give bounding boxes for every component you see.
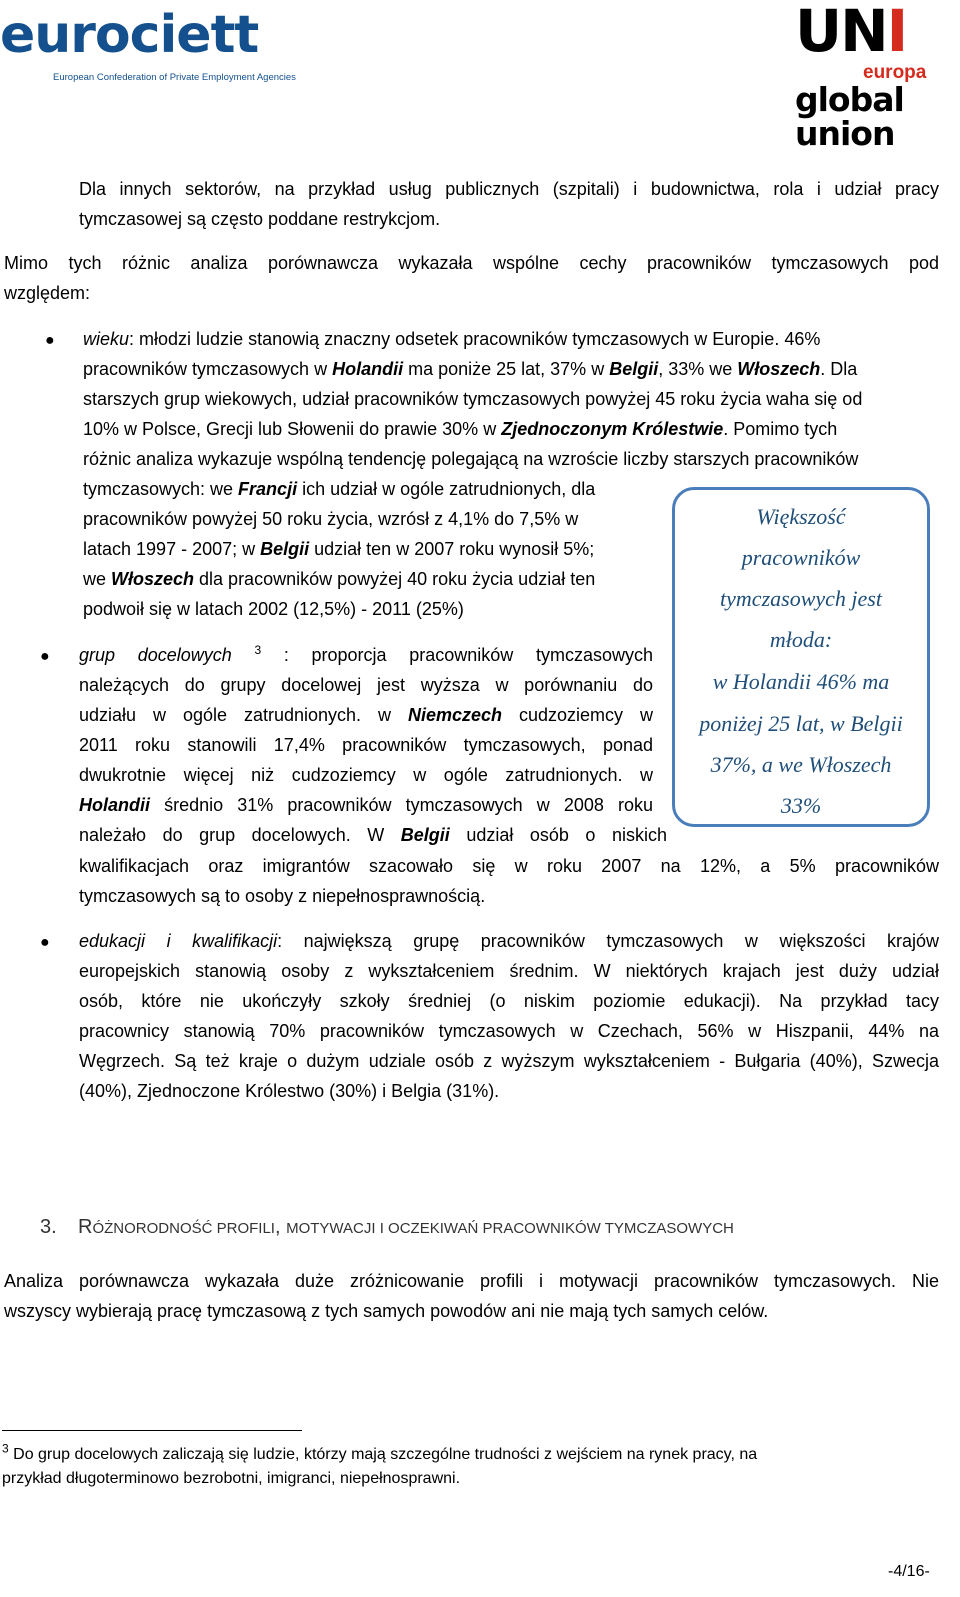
bullet-groups-line1: grup docelowych $^3$ : proporcja pracowników tymczasowych — [79, 643, 653, 665]
bullet-age-marker: ● — [45, 332, 55, 349]
bullet-age-line7: pracowników powyżej 50 roku życia, wzrósł z 4,1% do 7,5% w — [83, 509, 579, 529]
bullet-age-line9: we Włoszech dla pracowników powyżej 40 roku życia udział ten — [83, 569, 596, 589]
callout-box — [672, 487, 930, 827]
eurociett-wordmark: eurociett — [0, 5, 259, 65]
bullet-groups-line3: udziału w ogóle zatrudnionych. w Niemczech cudzoziemcy w — [79, 705, 653, 725]
bullet-age-line2: pracowników tymczasowych w Holandii ma poniże 25 lat, 37% w Belgii, 33% we Włoszech. Dla — [83, 359, 858, 379]
section3-p-line1: Analiza porównawcza wykazała duże zróżnicowanie profili i motywacji pracowników tymczasowych. Nie — [4, 1271, 939, 1291]
bullet-groups-line8: kwalifikacjach oraz imigrantów szacowało się w roku 2007 na 12%, a 5% pracowników — [79, 856, 939, 876]
intro-p1-line2: tymczasowej są często poddane restrykcjom. — [79, 209, 441, 229]
union-label: union — [795, 114, 895, 153]
uni-wordmark: UNI — [795, 0, 907, 65]
footnote-line1: $^3$ Do grup docelowych zaliczają się ludzie, którzy mają szczególne trudności z wejściem na rynek pracy, na — [2, 1441, 758, 1463]
bullet-education-marker: ● — [40, 934, 50, 951]
eurociett-logo — [0, 2, 296, 90]
global-label: global — [795, 80, 904, 119]
bullet-education-line3: osób, które nie ukończyły szkoły średniej (o niskim poziomie edukacji). Na przykład tacy — [79, 991, 939, 1011]
bullet-groups-line7: należało do grup docelowych. W Belgii udział osób o niskich — [79, 825, 667, 845]
footnote-mark: 3 — [2, 1441, 9, 1456]
bullet-age-line5: różnic analiza wykazuje wspólną tendencję polegającą na wzroście liczby starszych pracowników — [83, 449, 859, 469]
bullet-groups-line4: 2011 roku stanowili 17,4% pracowników tymczasowych, ponad — [79, 735, 653, 755]
callout-line: tymczasowych jest — [720, 586, 882, 611]
intro-p1-line1: Dla innych sektorów, na przykład usług publicznych (szpitali) i budownictwa, rola i udział pracy — [79, 179, 939, 199]
callout-line: poniżej 25 lat, w Belgii — [699, 711, 903, 736]
bullet-education-line6: (40%), Zjednoczone Królestwo (30%) i Belgia (31%). — [79, 1081, 500, 1101]
bullet-age-line4: 10% w Polsce, Grecji lub Słowenii do prawie 30% w Zjednoczonym Królestwie. Pomimo tych — [83, 419, 838, 439]
eurociett-tagline: European Confederation of Private Employment Agencies — [53, 72, 296, 83]
uni-global-union-logo — [795, 0, 935, 153]
bullet-age-line3: starszych grup wiekowych, udział pracowników tymczasowych powyżej 45 roku życia waha się od — [83, 389, 863, 409]
page-number: -4/16- — [888, 1563, 930, 1580]
footnote-line2: przykład długoterminowo bezrobotni, imigranci, niepełnosprawni. — [2, 1470, 461, 1487]
intro-p2-line1: Mimo tych różnic analiza porównawcza wykazała wspólne cechy pracowników tymczasowych pod — [4, 253, 939, 273]
bullet-education-line5: Węgrzech. Są też kraje o dużym udziale osób z wyższym wykształceniem - Bułgaria (40%), Szwecja — [79, 1051, 939, 1071]
bullet-groups-line5: dwukrotnie więcej niż cudzoziemcy w ogóle zatrudnionych. w — [79, 765, 653, 785]
bullet-age-line1: wieku: młodzi ludzie stanowią znaczny odsetek pracowników tymczasowych w Europie. 46% — [83, 329, 821, 349]
section-title: RÓŻNORODNOŚĆ PROFILI, MOTYWACJI I OCZEKIWAŃ PRACOWNIKÓW TYMCZASOWYCH — [78, 1216, 734, 1238]
bullet-age-line10: podwoił się w latach 2002 (12,5%) - 2011 (25%) — [83, 599, 464, 619]
footnote-separator — [2, 1430, 302, 1431]
section-number: 3. — [40, 1216, 57, 1238]
bullet-education-line1: edukacji i kwalifikacji: największą grupę pracowników tymczasowych w większości krajów — [79, 931, 940, 951]
callout-line: Większość — [756, 504, 846, 529]
footnote-ref[interactable]: 3 — [254, 643, 262, 657]
section3-p-line2: wszyscy wybierają pracę tymczasową z tych samych powodów ani nie mają tych samych celów. — [4, 1301, 769, 1321]
europa-label: europa — [863, 62, 927, 83]
bullet-groups-line9: tymczasowych są to osoby z niepełnosprawnością. — [79, 886, 486, 906]
intro-p2-line2: względem: — [4, 283, 91, 303]
bullet-groups-line6: Holandii średnio 31% pracowników tymczasowych w 2008 roku — [79, 795, 653, 815]
bullet-age-line6: tymczasowych: we Francji ich udział w ogóle zatrudnionych, dla — [83, 479, 596, 499]
bullet-education-line4: pracownicy stanowią 70% pracowników tymczasowych w Czechach, 56% w Hiszpanii, 44% na — [79, 1021, 939, 1041]
callout-line: 37%, a we Włoszech — [710, 752, 892, 777]
callout-line: pracowników — [741, 545, 861, 570]
callout-line: w Holandii 46% ma — [712, 669, 890, 694]
bullet-education-line2: europejskich stanowią osoby z wykształceniem średnim. W niektórych krajach jest duży udział — [79, 961, 939, 981]
callout-line: młoda: — [769, 627, 833, 652]
bullet-groups-marker: ● — [40, 648, 50, 665]
bullet-age-line8: latach 1997 - 2007; w Belgii udział ten w 2007 roku wynosił 5%; — [83, 539, 595, 559]
bullet-groups-line2: należących do grupy docelowej jest wyższa w porównaniu do — [79, 675, 653, 695]
callout-line: 33% — [780, 793, 822, 818]
